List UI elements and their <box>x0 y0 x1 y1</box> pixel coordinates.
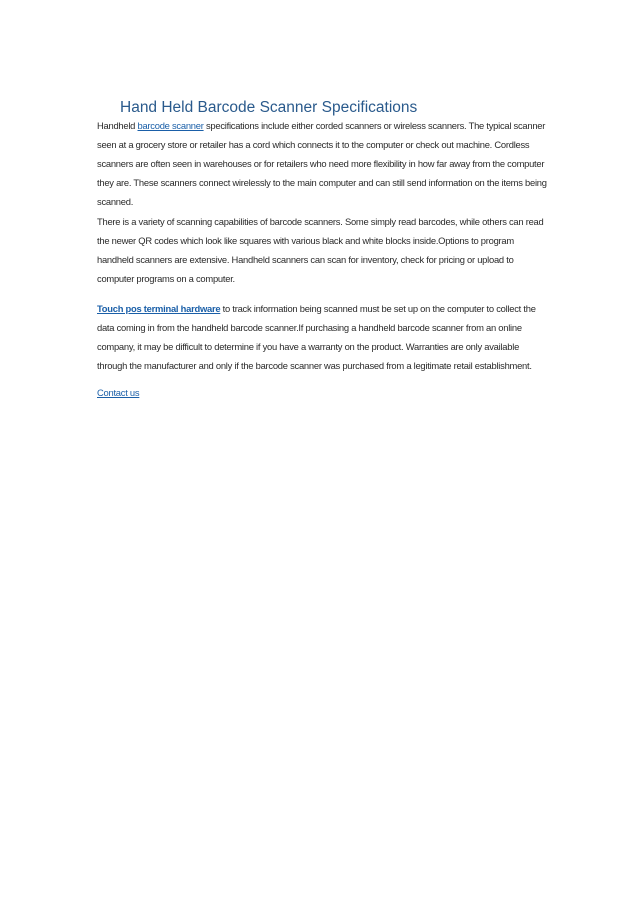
paragraph1-body-text: specifications include either corded scanners or wireless scanners. The typical scanner seen at a grocery store or retailer has a cord which connects it to the computer or check out machine. Cordless scanners are often seen in warehouses or for retailers who need more flexibility in how far away from the computer they are. These scanners connect wirelessly to the main computer and can still send information on the items being scanned. <box>97 120 547 207</box>
paragraph-scanning-capabilities: There is a variety of scanning capabilities of barcode scanners. Some simply read barcodes, while others can read the newer QR codes which look like squares with various black and white blocks inside.Options to program handheld scanners are extensive. Handheld scanners can scan for inventory, check for pricing or upload to computer programs on a computer. <box>97 216 544 284</box>
paragraph-wired-wireless <box>97 116 547 211</box>
touch-pos-terminal-link[interactable]: Touch pos terminal hardware <box>97 303 221 314</box>
paragraph1-lead-text: Handheld <box>97 120 138 131</box>
document-title: Hand Held Barcode Scanner Specifications <box>120 99 418 116</box>
contact-line <box>97 383 547 402</box>
contact-us-link[interactable]: Contact us <box>97 387 140 398</box>
paragraph-pos-hardware <box>97 299 547 375</box>
paragraph3-body-text: to track information being scanned must be set up on the computer to collect the data coming in from the handheld barcode scanner.If purchasing a handheld barcode scanner from an online company, it may be difficult to determine if you have a warranty on the product. Warranties are only available through the manufacturer and only if the barcode scanner was purchased from a legitimate retail establishment. <box>97 303 536 371</box>
barcode-scanner-link[interactable]: barcode scanner <box>137 120 204 131</box>
